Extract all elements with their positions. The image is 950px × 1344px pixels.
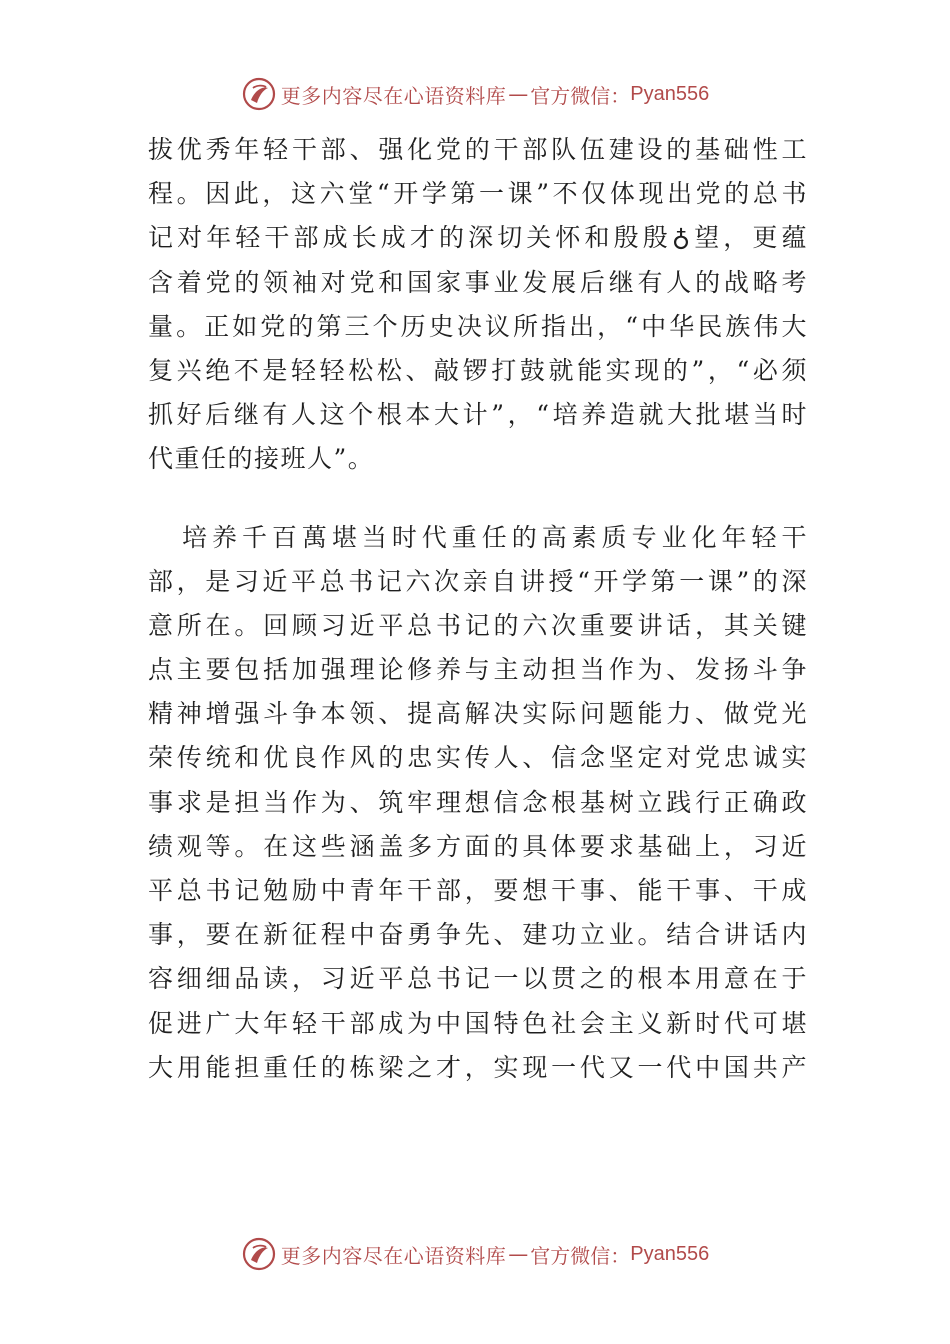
- header-wechat-id: Pyan556: [630, 82, 710, 105]
- text-line: 荣传统和优良作风的忠实传人、信念坚定对党忠诚实: [148, 743, 808, 773]
- text-line: 意所在。回顾习近平总书记的六次重要讲话，其关键: [148, 610, 808, 640]
- text-line: 抓好后继有人这个根本大计”，“培养造就大批堪当时: [148, 400, 808, 430]
- text-line: 记对年轻干部成长成才的深切关怀和殷殷♁望，更蕴: [148, 223, 808, 253]
- text-line: 程。因此，这六堂“开学第一课”不仅体现出党的总书: [148, 179, 808, 209]
- header-dash: —: [508, 82, 529, 106]
- text-line: 代重任的接班人”。: [148, 444, 375, 474]
- paragraph-2: [148, 516, 808, 1090]
- text-line: 精神增强斗争本领、提高解决实际问题能力、做党光: [148, 699, 808, 729]
- text-line: 容细细品读，习近平总书记一以贯之的根本用意在于: [148, 964, 808, 994]
- header-wechat-label: 官方微信：: [530, 83, 631, 108]
- footer-dash: —: [508, 1242, 529, 1266]
- text-line: 含着党的领袖对党和国家事业发展后继有人的战略考: [148, 267, 808, 297]
- brand-logo-icon: [241, 1236, 277, 1272]
- text-line: 培养千百萬堪当时代重任的高素质专业化年轻干: [182, 522, 808, 552]
- text-line: 量。正如党的第三个历史决议所指出，“中华民族伟大: [148, 311, 808, 341]
- paragraph-gap: [148, 482, 808, 516]
- footer-wechat-id: Pyan556: [630, 1242, 710, 1265]
- text-line: 点主要包括加强理论修养与主动担当作为、发扬斗争: [148, 655, 808, 685]
- text-line: 大用能担重任的栋梁之才，实现一代又一代中国共产: [148, 1052, 808, 1082]
- text-line: 复兴绝不是轻轻松松、敲锣打鼓就能实现的”，“必须: [148, 355, 808, 385]
- paragraph-1: [148, 128, 808, 482]
- text-line: 绩观等。在这些涵盖多方面的具体要求基础上，习近: [148, 831, 808, 861]
- header-banner: [0, 72, 950, 116]
- footer-wechat-label: 官方微信：: [530, 1243, 631, 1268]
- document-body: [148, 128, 808, 1090]
- text-line: 促进广大年轻干部成为中国特色社会主义新时代可堪: [148, 1008, 808, 1038]
- header-site-name: 更多内容尽在心语资料库: [280, 83, 507, 108]
- text-line: 拔优秀年轻干部、强化党的干部队伍建设的基础性工: [148, 135, 808, 164]
- text-line: 平总书记勉励中青年干部，要想干事、能干事、干成: [148, 876, 808, 905]
- footer-banner: [0, 1232, 950, 1276]
- footer-site-name: 更多内容尽在心语资料库: [280, 1243, 507, 1268]
- text-line: 部，是习近平总书记六次亲自讲授“开学第一课”的深: [148, 566, 808, 596]
- text-line: 事，要在新征程中奋勇争先、建功立业。结合讲话内: [148, 920, 808, 950]
- text-line: 事求是担当作为、筑牢理想信念根基树立践行正确政: [148, 787, 808, 817]
- brand-logo-icon: [241, 76, 277, 112]
